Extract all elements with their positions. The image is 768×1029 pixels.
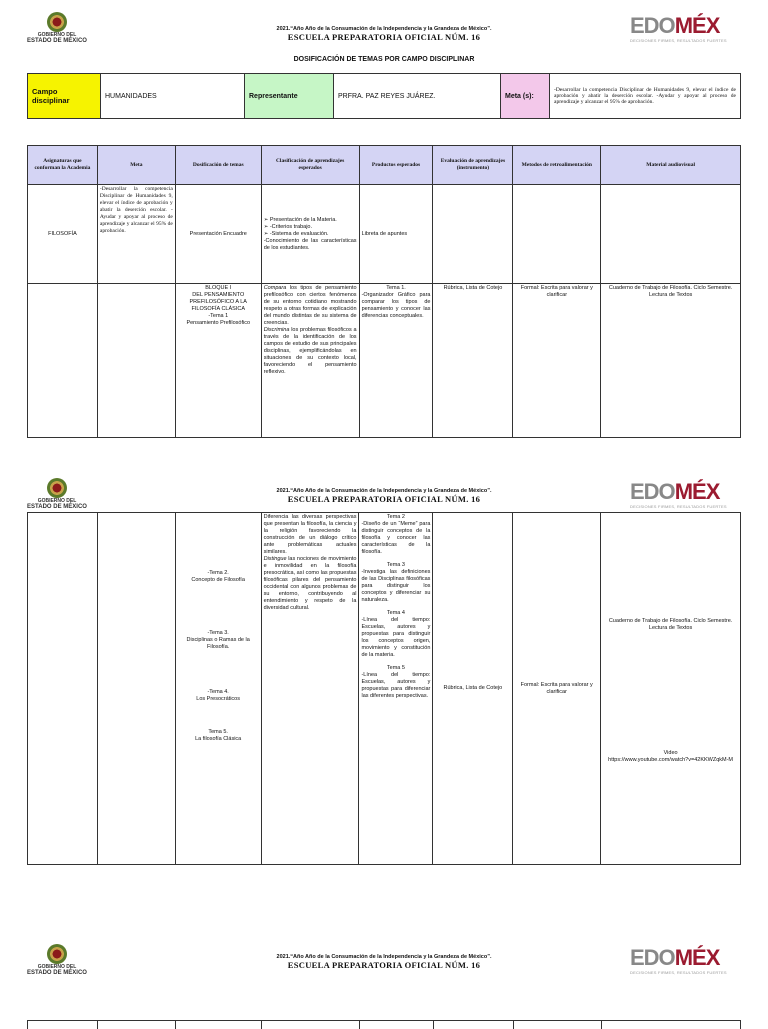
aprendizaje-a: los tipos de pensamiento prefilosófico con ciertos fenómenos de su entorno cotidiano mostrando respeto a otras formas de explicación del mundo distintas de su sistema de creencias.: [263, 285, 357, 326]
tema-cell: [175, 284, 261, 438]
doc-title: DOSIFICACIÓN DE TEMAS POR CAMPO DISCIPLINAR: [293, 56, 475, 63]
brand-left: EDO: [630, 13, 675, 38]
list-item: ➢ Presentación de la Materia.: [263, 216, 337, 223]
aprendizaje-b: los problemas filosóficos a través de la identificación de los campos de estudio de sus principales disciplinas, ejemplificándolas en situaciones de su contexto local, favoreciendo el pensamiento reflexivo.: [263, 327, 357, 375]
tema-5: [178, 729, 259, 743]
gov-line2: ESTADO DE MÉXICO: [27, 504, 87, 510]
producto-text: -Diseño de un “Meme” para distinguir conceptos de la filosofía y conocer las características de la filosofía.: [361, 521, 431, 555]
school-name: ESCUELA PREPARATORIA OFICIAL NÚM. 16: [287, 960, 481, 970]
tema-3: [178, 630, 259, 651]
table-row: [28, 284, 741, 438]
gov-line1: GOBIERNO DEL: [37, 32, 77, 38]
school-name: ESCUELA PREPARATORIA OFICIAL NÚM. 16: [287, 32, 481, 42]
gov-line2: ESTADO DE MÉXICO: [27, 38, 87, 44]
producto-text: -Organizador Gráfico para comparar los tipos de pensamiento y conocer las diferencias conceptuales.: [361, 292, 431, 319]
producto-title: Tema 1.: [386, 285, 406, 291]
productos-cell: Libreta de apuntes: [359, 185, 433, 284]
info-table: [27, 73, 741, 119]
meta-cell: -Desarrollar la competencia Disciplinar de Humanidades 9, elevar el índice de aprobación y abatir la deserción escolar. -Ayudar y apoyar al proceso de aprendizaje y alcanzar el 95% de aprobación.: [97, 185, 175, 284]
producto-title: Tema 4: [386, 610, 405, 616]
video-label: Video: [663, 750, 678, 756]
rep-value: PRFRA. PAZ REYES JUÁREZ.: [334, 74, 501, 119]
tema-name: La filosofía Clásica: [195, 736, 242, 742]
gov-line2: ESTADO DE MÉXICO: [27, 970, 87, 976]
tema-number: -Tema 4.: [207, 689, 229, 695]
material-line: Lectura de Textos: [648, 292, 693, 298]
state-seal-icon: [47, 944, 67, 964]
brand-left: EDO: [630, 479, 675, 504]
tema-number: -Tema 3.: [207, 630, 229, 636]
page1-header: [0, 12, 768, 52]
gov-line1: GOBIERNO DEL: [37, 964, 77, 970]
dosificacion-table-1: [27, 145, 741, 438]
gov-line1: GOBIERNO DEL: [37, 498, 77, 504]
motto: 2021.“Año Año de la Consumación de la Independencia y la Grandeza de México”.: [276, 26, 492, 32]
tema-cell: [175, 513, 261, 865]
aprendizajes-cell: [261, 284, 359, 438]
tema-cell: Presentación Encuadre: [175, 185, 261, 284]
retro-cell: Formal: Escrita para valorar y clarificar: [513, 284, 601, 438]
material-cell: [601, 185, 741, 284]
campo-value: HUMANIDADES: [101, 74, 245, 119]
list-item: ➢ -Criterios trabajo.: [263, 223, 313, 230]
state-seal-icon: [47, 12, 67, 32]
col-evaluacion: Evaluación de aprendizajes (instrumento): [433, 146, 513, 185]
brand-right: MÉX: [674, 13, 720, 38]
bloque-title: BLOQUE I: [205, 285, 232, 291]
verb-compara: Compara: [263, 285, 287, 291]
meta-label: Meta (s):: [501, 74, 550, 119]
page3-table-top: [27, 1020, 741, 1029]
retro-cell: Formal: Escrita para valorar y clarificar: [513, 513, 601, 865]
producto-title: Tema 2: [386, 514, 405, 520]
motto: 2021.“Año Año de la Consumación de la Independencia y la Grandeza de México”.: [276, 954, 492, 960]
productos-cell: [359, 513, 433, 865]
tema-name: Concepto de Filosofía: [191, 577, 245, 583]
producto-text: -Investiga las definiciones de las Disciplinas filosóficas para distinguir los conceptos y diferenciar su naturaleza.: [361, 569, 431, 603]
brand-right: MÉX: [674, 479, 720, 504]
edomex-logo: [630, 946, 740, 982]
col-meta: Meta: [97, 146, 175, 185]
verb-distingue: Distingue: [263, 556, 287, 562]
verb-discrimina: Discrimina: [263, 327, 290, 333]
col-productos: Productos esperados: [359, 146, 433, 185]
tema-number: Tema 5.: [208, 729, 228, 735]
list-item: -Conocimiento de las características de los estudiantes.: [263, 237, 357, 251]
rep-label: Representante: [245, 74, 334, 119]
material-line: Cuaderno de Trabajo de Filosofía. Ciclo Semestre.: [608, 618, 733, 624]
state-seal-icon: [47, 478, 67, 498]
dosificacion-table-2: [27, 512, 741, 865]
meta-value: -Desarrollar la competencia Disciplinar de Humanidades 9, elevar el índice de aprobación y abatir la deserción escolar. -Ayudar y apoyar al proceso de aprendizaje y alcanzar el 95% de aprobación.: [550, 74, 741, 119]
col-asignaturas: Asignaturas que conforman la Academia: [28, 146, 98, 185]
productos-cell: [359, 284, 433, 438]
producto-text: -Línea del tiempo: Escuelas, autores y propuestas para distinguir los conceptos origen, movimiento y constitución de la materia.: [361, 617, 431, 658]
gov-logo: [22, 12, 92, 52]
gov-logo: [22, 944, 92, 984]
tema-name: Los Presocráticos: [196, 696, 240, 702]
school-name: ESCUELA PREPARATORIA OFICIAL NÚM. 16: [287, 494, 481, 504]
evaluacion-cell: [433, 185, 513, 284]
asignatura-cell: FILOSOFÍA: [28, 185, 98, 284]
bloque-name: DEL PENSAMIENTO PREFILOSÓFICO A LA FILOSOFÍA CLÁSICA: [189, 292, 247, 312]
col-retro: Metodos de retroalimentación: [513, 146, 601, 185]
evaluacion-cell: Rúbrica, Lista de Cotejo: [433, 284, 513, 438]
tema-name: Pensamiento Prefilosófico: [186, 320, 251, 326]
meta-cell: [97, 513, 175, 865]
aprendizaje-a: Diferencia las diversas perspectivas que presentan la filosofía, la ciencia y la religión favoreciendo la construcción de un diálogo crítico ante problemáticas actuales similares.: [263, 514, 357, 555]
aprendizaje-b: las nociones de movimiento e inmovilidad en la filosofía presocrática, así como las propuestas filosóficas pilares del pensamiento occidental con algunos problemas de su entorno, contribuyendo al entendimiento y respeto de la diversidad cultural.: [263, 556, 357, 611]
table-row: [28, 513, 741, 865]
brand-left: EDO: [630, 945, 675, 970]
material-cell: [601, 284, 741, 438]
page3-header: [0, 944, 768, 984]
evaluacion-cell: Rúbrica, Lista de Cotejo: [433, 513, 513, 865]
asignatura-cell: [28, 284, 98, 438]
material-line: Lectura de Textos: [648, 625, 693, 631]
list-item: ➢ -Sistema de evaluación.: [263, 230, 329, 237]
tema-name: Disciplinas o Ramas de la Filosofía.: [186, 637, 250, 650]
producto-title: Tema 5: [386, 665, 405, 671]
col-material: Material audiovisual: [601, 146, 741, 185]
table-row: [28, 185, 741, 284]
tema-number: -Tema 2.: [207, 570, 229, 576]
edomex-logo: [630, 14, 740, 50]
material-cell: [601, 513, 741, 865]
campo-label: Campo disciplinar: [28, 74, 101, 119]
edomex-logo: [630, 480, 740, 516]
video-link[interactable]: https://www.youtube.com/watch?v=42KKWZqkM-M: [608, 757, 734, 763]
producto-text: -Línea del tiempo: Escuelas, autores y propuestas para diferenciar las diferentes perspectivas.: [361, 672, 431, 699]
brand-tagline: DECISIONES FIRMES, RESULTADOS FUERTES: [630, 970, 727, 975]
producto-title: Tema 3: [386, 562, 405, 568]
col-clasificacion: Clasificación de aprendizajes esperados: [261, 146, 359, 185]
retro-cell: [513, 185, 601, 284]
tema-2: [178, 570, 259, 584]
tema-4: [178, 689, 259, 703]
meta-cell: [97, 284, 175, 438]
asignatura-cell: [28, 513, 98, 865]
brand-right: MÉX: [674, 945, 720, 970]
tema-number: -Tema 1: [208, 313, 229, 319]
col-dosificacion: Dosificación de temas: [175, 146, 261, 185]
brand-tagline: DECISIONES FIRMES, RESULTADOS FUERTES: [630, 38, 727, 43]
material-line: Cuaderno de Trabajo de Filosofía. Ciclo Semestre.: [608, 285, 733, 291]
aprendizajes-cell: [261, 185, 359, 284]
motto: 2021.“Año Año de la Consumación de la Independencia y la Grandeza de México”.: [276, 488, 492, 494]
aprendizajes-cell: [261, 513, 359, 865]
brand-tagline: DECISIONES FIRMES, RESULTADOS FUERTES: [630, 504, 727, 509]
